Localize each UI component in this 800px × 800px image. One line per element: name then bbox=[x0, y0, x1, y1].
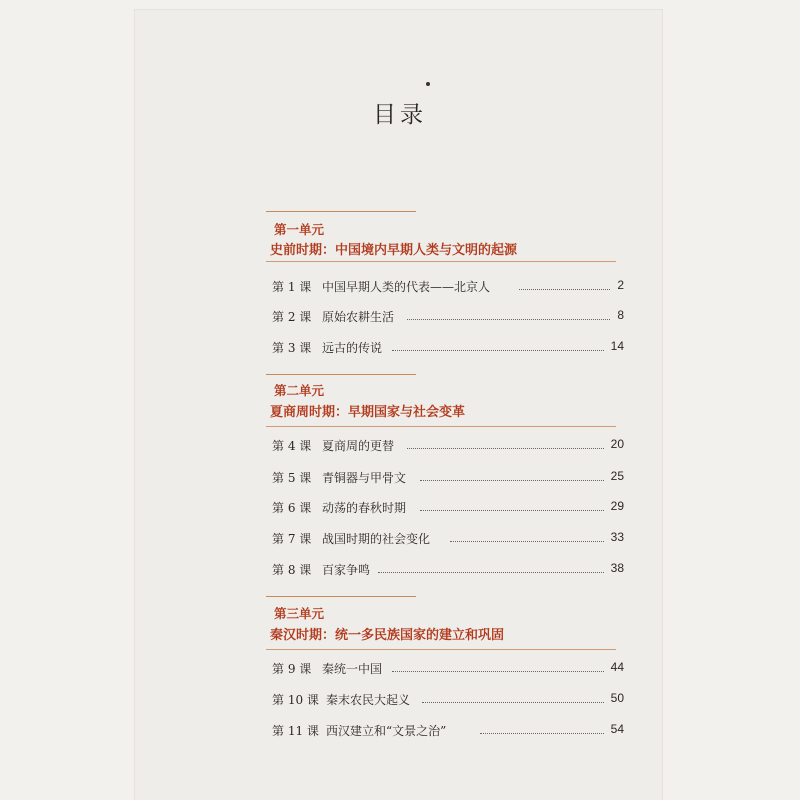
dot-leader bbox=[422, 702, 604, 703]
lesson-title: 远古的传说 bbox=[322, 341, 383, 355]
lesson-number: 第 8 课 bbox=[272, 563, 312, 577]
page-number: 2 bbox=[617, 278, 624, 292]
unit-title: 秦汉时期：统一多民族国家的建立和巩固 bbox=[270, 628, 505, 643]
lesson-number: 第 4 课 bbox=[272, 439, 312, 453]
unit-rule-bottom bbox=[266, 426, 616, 427]
lesson-title: 秦末农民大起义 bbox=[326, 693, 411, 707]
page-number: 44 bbox=[610, 660, 624, 674]
toc-entry[interactable] bbox=[272, 278, 624, 294]
page-number: 25 bbox=[610, 469, 624, 483]
lesson-number: 第 6 课 bbox=[272, 501, 312, 515]
lesson-title: 夏商周的更替 bbox=[322, 439, 395, 453]
dot-leader bbox=[420, 510, 604, 511]
unit-rule-top bbox=[266, 211, 416, 212]
lesson-title: 青铜器与甲骨文 bbox=[322, 471, 407, 485]
unit-title: 夏商周时期：早期国家与社会变革 bbox=[270, 405, 466, 420]
lesson-number: 第 11 课 bbox=[272, 724, 319, 738]
toc-entry[interactable] bbox=[272, 722, 624, 738]
dot-leader bbox=[420, 480, 604, 481]
unit-label: 第二单元 bbox=[274, 383, 325, 398]
lesson-title: 原始农耕生活 bbox=[322, 310, 395, 324]
dot-leader bbox=[392, 671, 604, 672]
toc-entry[interactable] bbox=[272, 530, 624, 546]
dot-leader bbox=[480, 733, 604, 734]
lesson-title: 战国时期的社会变化 bbox=[322, 532, 431, 546]
dot-leader bbox=[392, 350, 604, 351]
page-number: 50 bbox=[610, 691, 624, 705]
page-number: 38 bbox=[610, 561, 624, 575]
unit-label: 第三单元 bbox=[274, 606, 325, 621]
page-number: 54 bbox=[610, 722, 624, 736]
lesson-title: 西汉建立和“文景之治” bbox=[326, 724, 447, 738]
toc-entry[interactable] bbox=[272, 308, 624, 324]
page-number: 8 bbox=[617, 308, 624, 322]
toc-entry[interactable] bbox=[272, 691, 624, 707]
page-title: 目录 bbox=[373, 102, 427, 128]
lesson-number: 第 7 课 bbox=[272, 532, 312, 546]
ink-speck bbox=[426, 82, 430, 86]
page-number: 20 bbox=[610, 437, 624, 451]
lesson-number: 第 2 课 bbox=[272, 310, 312, 324]
page-number: 14 bbox=[610, 339, 624, 353]
unit-label: 第一单元 bbox=[274, 222, 325, 237]
lesson-title: 百家争鸣 bbox=[322, 563, 371, 577]
lesson-title: 动荡的春秋时期 bbox=[322, 501, 407, 515]
page-number: 33 bbox=[610, 530, 624, 544]
toc-entry[interactable] bbox=[272, 660, 624, 676]
dot-leader bbox=[378, 572, 604, 573]
lesson-number: 第 5 课 bbox=[272, 471, 312, 485]
lesson-number: 第 9 课 bbox=[272, 662, 312, 676]
toc-entry[interactable] bbox=[272, 339, 624, 355]
lesson-title: 中国早期人类的代表——北京人 bbox=[322, 280, 491, 294]
dot-leader bbox=[519, 289, 610, 290]
toc-entry[interactable] bbox=[272, 499, 624, 515]
toc-entry[interactable] bbox=[272, 469, 624, 485]
unit-rule-top bbox=[266, 374, 416, 375]
dot-leader bbox=[450, 541, 604, 542]
page-number: 29 bbox=[610, 499, 624, 513]
toc-entry[interactable] bbox=[272, 561, 624, 577]
unit-rule-top bbox=[266, 596, 416, 597]
dot-leader bbox=[407, 319, 610, 320]
lesson-number: 第 1 课 bbox=[272, 280, 312, 294]
toc-entry[interactable] bbox=[272, 437, 624, 453]
lesson-title: 秦统一中国 bbox=[322, 662, 383, 676]
unit-rule-bottom bbox=[266, 649, 616, 650]
unit-title: 史前时期：中国境内早期人类与文明的起源 bbox=[270, 243, 518, 258]
unit-rule-bottom bbox=[266, 261, 616, 262]
lesson-number: 第 10 课 bbox=[272, 693, 319, 707]
dot-leader bbox=[407, 448, 604, 449]
lesson-number: 第 3 课 bbox=[272, 341, 312, 355]
